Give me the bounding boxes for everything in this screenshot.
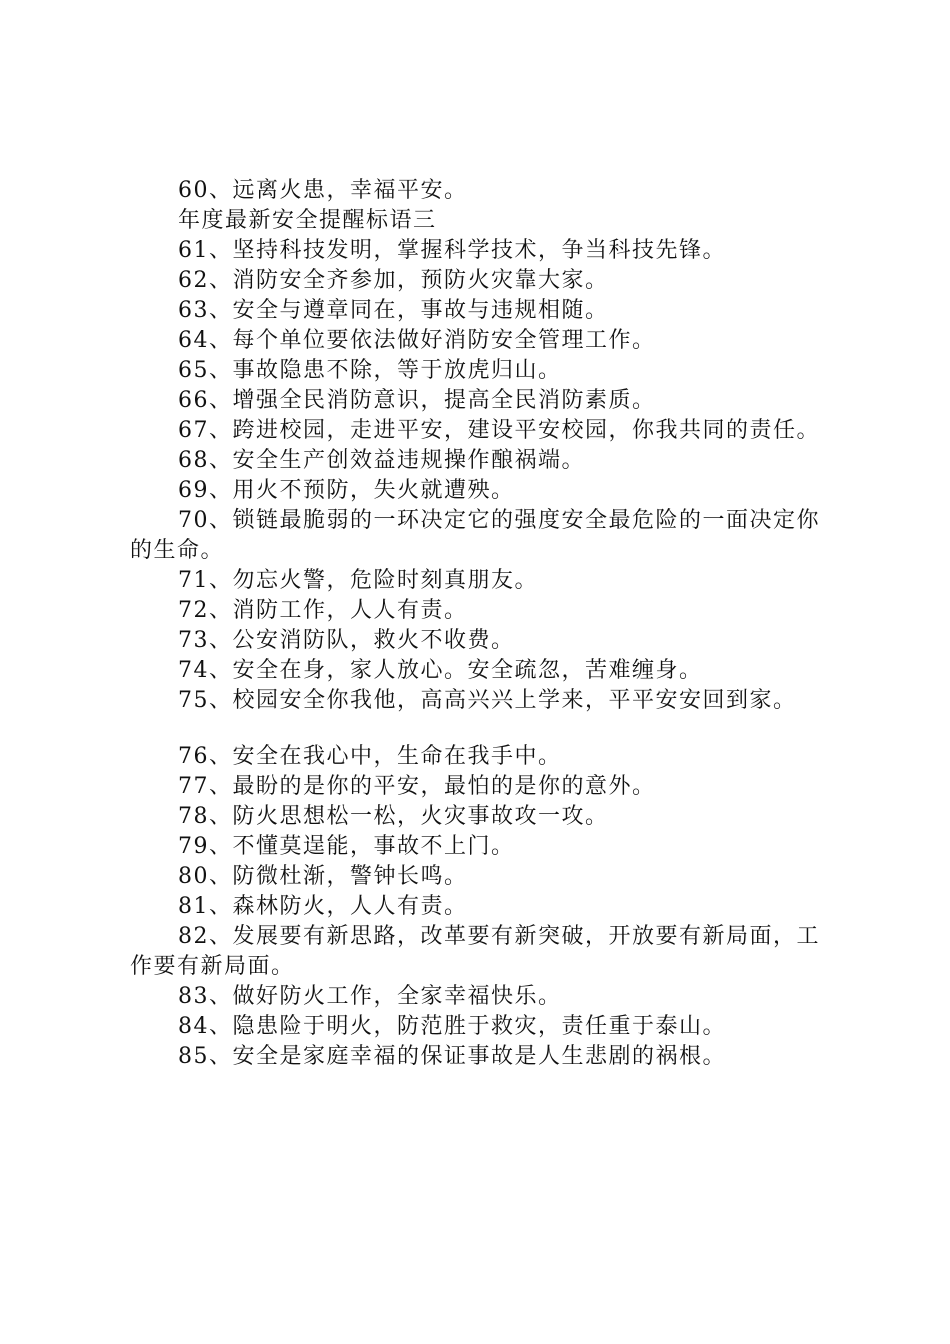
blank-line [130,716,842,742]
list-item: 62、消防安全齐参加，预防火灾靠大家。 [178,268,609,293]
list-item: 64、每个单位要依法做好消防安全管理工作。 [178,328,656,353]
list-item: 85、安全是家庭幸福的保证事故是人生悲剧的祸根。 [178,1044,726,1069]
list-item: 69、用火不预防，失火就遭殃。 [178,478,515,503]
list-item: 67、跨进校园，走进平安，建设平安校园，你我共同的责任。 [178,418,820,443]
list-item: 83、做好防火工作，全家幸福快乐。 [178,984,562,1009]
list-item: 65、事故隐患不除，等于放虎归山。 [178,358,562,383]
list-item: 80、防微杜渐，警钟长鸣。 [178,864,468,889]
list-item: 84、隐患险于明火，防范胜于救灾，责任重于泰山。 [178,1014,726,1039]
list-item: 79、不懂莫逞能，事故不上门。 [178,834,515,859]
list-item: 72、消防工作，人人有责。 [178,598,468,623]
list-item: 71、勿忘火警，危险时刻真朋友。 [178,568,538,593]
list-item: 82、发展要有新思路，改革要有新突破，开放要有新局面，工作要有新局面。 [130,924,820,979]
list-item: 77、最盼的是你的平安，最怕的是你的意外。 [178,774,656,799]
list-item: 74、安全在身，家人放心。安全疏忽，苦难缠身。 [178,658,703,683]
list-item: 63、安全与遵章同在，事故与违规相随。 [178,298,609,323]
list-item: 81、森林防火，人人有责。 [178,894,468,919]
list-item: 76、安全在我心中，生命在我手中。 [178,744,562,769]
list-item: 78、防火思想松一松，火灾事故攻一攻。 [178,804,609,829]
list-item: 61、坚持科技发明，掌握科学技术，争当科技先锋。 [178,238,726,263]
list-item: 70、锁链最脆弱的一环决定它的强度安全最危险的一面决定你的生命。 [130,508,820,563]
section-heading: 年度最新安全提醒标语三 [178,208,437,233]
list-item: 60、远离火患，幸福平安。 [178,178,468,203]
list-item: 73、公安消防队，救火不收费。 [178,628,515,653]
list-item: 66、增强全民消防意识，提高全民消防素质。 [178,388,656,413]
list-item: 68、安全生产创效益违规操作酿祸端。 [178,448,585,473]
document-body [130,176,842,1072]
list-item: 75、校园安全你我他，高高兴兴上学来，平平安安回到家。 [178,688,797,713]
